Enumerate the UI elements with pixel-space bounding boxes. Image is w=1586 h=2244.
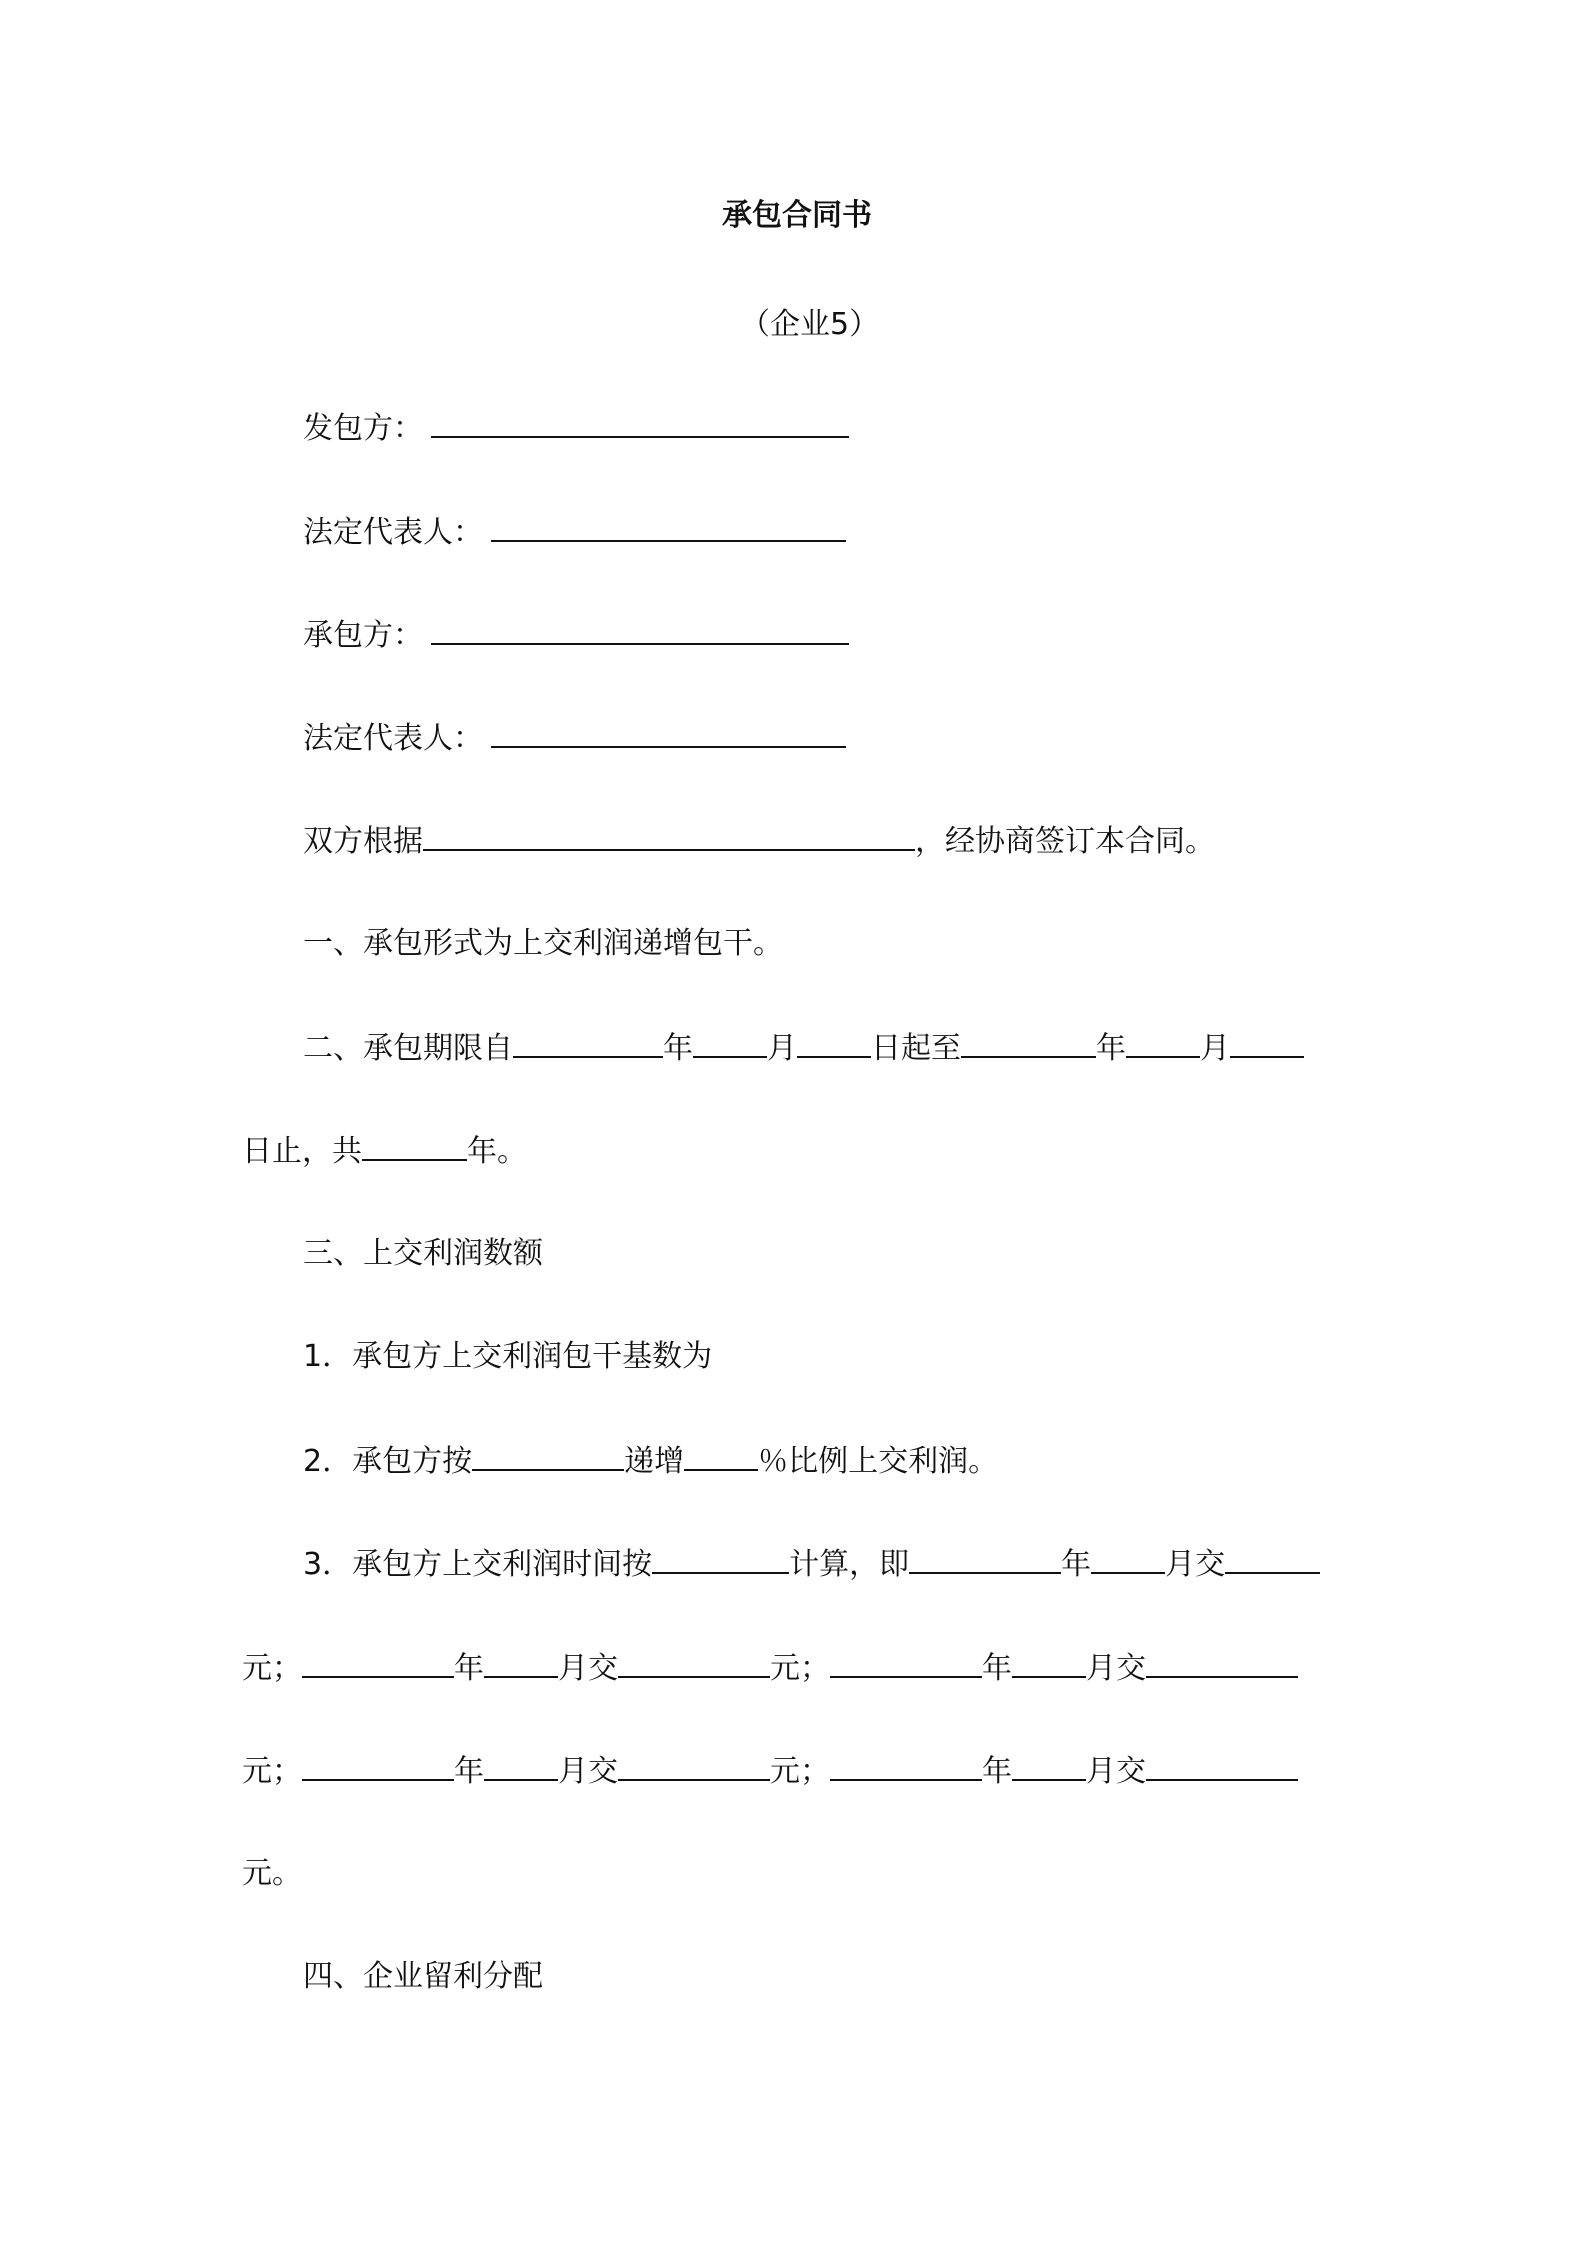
page-subtitle: （企业5） <box>740 307 880 342</box>
employer-rep-blank <box>491 512 846 542</box>
section-3-item-2: 2．承包方按 递增 ％比例上交利润。 <box>303 1441 998 1482</box>
payment-5-amount-blank <box>1146 1751 1298 1781</box>
section-3-item-1: 1．承包方上交利润包干基数为 <box>303 1339 713 1374</box>
payment-period-blank <box>652 1544 789 1574</box>
section-2-line-1: 二、承包期限自 年 月 日起至 年 月 <box>303 1028 1304 1069</box>
payment-3-year-blank <box>830 1648 982 1678</box>
payment-4-amount-blank <box>618 1751 770 1781</box>
contractor-field <box>303 615 849 656</box>
section-1: 一、承包形式为上交利润递增包干。 <box>303 926 783 961</box>
basis-blank <box>423 821 915 851</box>
contractor-rep-label: 法定代表人： <box>303 721 483 756</box>
payment-2-year-blank <box>302 1648 454 1678</box>
employer-label: 发包方： <box>303 411 423 446</box>
end-year-blank <box>961 1028 1096 1058</box>
payment-5-month-blank <box>1012 1751 1086 1781</box>
payment-5-year-blank <box>830 1751 982 1781</box>
employer-field <box>303 408 849 449</box>
payment-4-month-blank <box>484 1751 558 1781</box>
section-3-item-3-line-2: 元； 年 月交 元； 年 月交 <box>242 1648 1298 1689</box>
section-3-heading: 三、上交利润数额 <box>303 1236 543 1271</box>
payment-1-amount-blank <box>1225 1544 1320 1574</box>
start-day-blank <box>797 1028 871 1058</box>
employer-rep-field <box>303 512 846 553</box>
employer-rep-label: 法定代表人： <box>303 515 483 550</box>
end-day-blank <box>1230 1028 1304 1058</box>
page-title: 承包合同书 <box>722 198 872 233</box>
contractor-label: 承包方： <box>303 618 423 653</box>
section-3-item-3-line-4: 元。 <box>242 1856 302 1891</box>
payment-1-month-blank <box>1091 1544 1165 1574</box>
basis-clause: 双方根据 ，经协商签订本合同。 <box>303 821 1215 862</box>
payment-2-amount-blank <box>618 1648 770 1678</box>
start-year-blank <box>513 1028 663 1058</box>
payment-4-year-blank <box>302 1751 454 1781</box>
start-month-blank <box>693 1028 767 1058</box>
section-3-item-3-line-3: 元； 年 月交 元； 年 月交 <box>242 1751 1298 1792</box>
contractor-rep-field <box>303 718 846 759</box>
section-2-line-2: 日止，共 年。 <box>242 1131 527 1172</box>
contractor-rep-blank <box>491 718 846 748</box>
payment-3-amount-blank <box>1146 1648 1298 1678</box>
section-3-item-3-line-1: 3．承包方上交利润时间按 计算，即 年 月交 <box>303 1544 1320 1585</box>
end-month-blank <box>1126 1028 1200 1058</box>
section-4-heading: 四、企业留利分配 <box>303 1959 543 1994</box>
payment-2-month-blank <box>484 1648 558 1678</box>
increment-percent-blank <box>684 1441 758 1471</box>
employer-blank <box>431 408 849 438</box>
contractor-blank <box>431 615 849 645</box>
increment-basis-blank <box>472 1441 624 1471</box>
payment-1-year-blank <box>909 1544 1061 1574</box>
payment-3-month-blank <box>1012 1648 1086 1678</box>
term-years-blank <box>362 1131 467 1161</box>
